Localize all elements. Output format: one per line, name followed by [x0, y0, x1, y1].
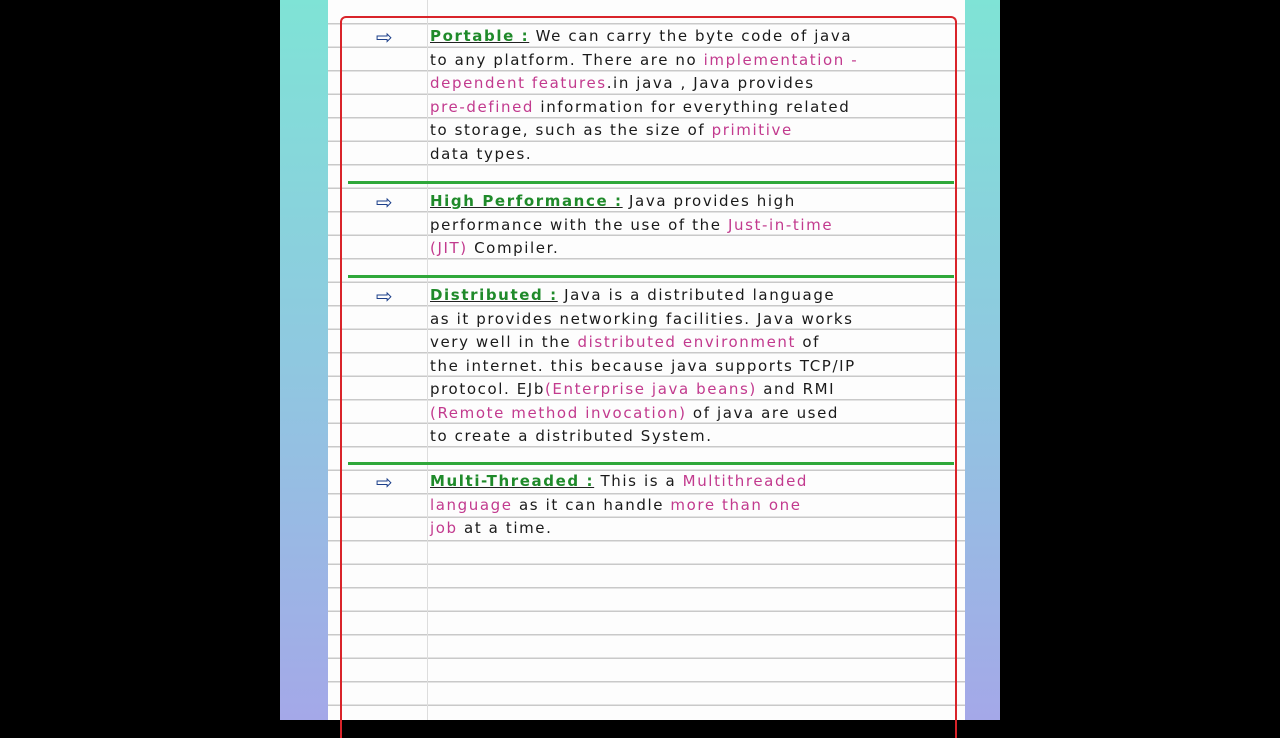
text-line [376, 308, 956, 332]
body-text: Java provides high [622, 192, 796, 210]
text-line [376, 331, 956, 355]
text-line [376, 425, 956, 449]
text-line [376, 119, 956, 143]
body-text: of [796, 333, 821, 351]
highlighted-text: Just-in-time [727, 215, 834, 234]
text-line [376, 237, 956, 261]
highlighted-text: (Remote method invocation) [430, 403, 687, 422]
body-text: of java are used [686, 403, 840, 422]
text-line [376, 517, 956, 541]
section-high-performance [376, 190, 956, 261]
body-text: performance with the use of the [430, 215, 728, 234]
highlighted-text: dependent features [430, 74, 607, 92]
highlighted-text: (JIT) [430, 239, 468, 257]
text-line [376, 214, 956, 238]
body-text: .in java , Java provides [606, 74, 815, 92]
body-text: to any platform. There are no [430, 50, 704, 69]
arrow-icon: ⇨ [376, 190, 393, 214]
body-text: at a time. [457, 519, 553, 537]
text-line [376, 190, 956, 214]
section-title: Portable : [430, 27, 530, 45]
highlighted-text: pre-defined [430, 97, 535, 116]
body-text: as it can handle [512, 495, 671, 514]
section-portable [376, 25, 956, 166]
section-title: High Performance : [430, 192, 623, 210]
body-text: to create a distributed System. [430, 427, 713, 445]
highlighted-text: language [430, 495, 513, 514]
text-line [376, 378, 956, 402]
section-separator [348, 462, 954, 465]
section-separator [348, 181, 954, 184]
text-line [376, 494, 956, 518]
text-line [376, 355, 956, 379]
highlighted-text: job [430, 519, 458, 537]
body-text: We can carry the byte code of java [529, 27, 853, 45]
text-line [376, 143, 956, 167]
section-multi-threaded [376, 470, 956, 541]
body-text: Java is a distributed language [557, 286, 836, 304]
arrow-icon: ⇨ [376, 284, 393, 308]
body-text: data types. [430, 144, 533, 163]
body-text: the internet. this because java supports TCP/IP [430, 356, 856, 375]
body-text: to storage, such as the size of [430, 121, 712, 139]
section-distributed [376, 284, 956, 449]
highlighted-text: primitive [711, 121, 793, 139]
highlighted-text: Multithreaded [682, 472, 809, 490]
section-title: Distributed : [430, 286, 558, 304]
section-separator [348, 275, 954, 278]
text-line [376, 25, 956, 49]
section-title: Multi-Threaded : [430, 472, 595, 490]
body-text: protocol. EJb [430, 380, 545, 398]
text-line [376, 49, 956, 73]
body-text: information for everything related [534, 97, 851, 116]
highlighted-text: more than one [670, 495, 802, 514]
text-line [376, 284, 956, 308]
text-line [376, 402, 956, 426]
arrow-icon: ⇨ [376, 470, 393, 494]
arrow-icon: ⇨ [376, 25, 393, 49]
highlighted-text: (Enterprise java beans) [544, 380, 757, 398]
text-line [376, 72, 956, 96]
body-text: as it provides networking facilities. Java works [430, 309, 854, 328]
text-line [376, 470, 956, 494]
text-line [376, 96, 956, 120]
body-text: very well in the [430, 333, 578, 351]
highlighted-text: implementation - [703, 50, 859, 69]
body-text: Compiler. [467, 239, 560, 257]
body-text: This is a [594, 472, 683, 490]
body-text: and RMI [756, 380, 836, 398]
highlighted-text: distributed environment [577, 333, 797, 351]
